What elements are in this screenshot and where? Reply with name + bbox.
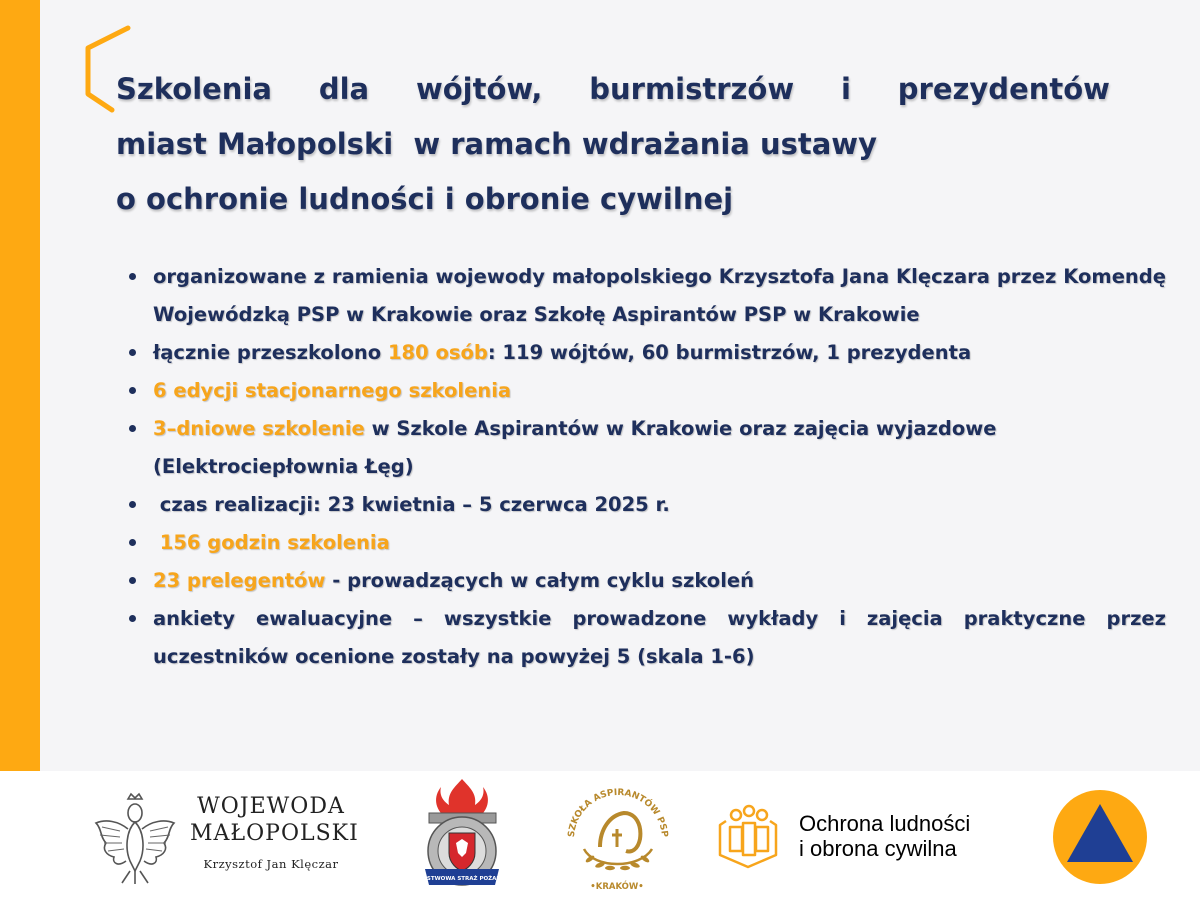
bullet-list bbox=[153, 258, 1166, 676]
ol-line-1: Ochrona ludności bbox=[799, 811, 971, 836]
white-eagle-emblem-icon bbox=[90, 791, 180, 886]
civil-protection-logo-text bbox=[799, 811, 970, 861]
page-title bbox=[116, 62, 1116, 227]
psp-emblem-icon bbox=[405, 773, 520, 897]
title-line-1: Szkolenia dla wójtów, burmistrzów i prezydentów bbox=[116, 72, 1110, 106]
list-item: łącznie przeszkolono 180 osób: 119 wójtów, 60 burmistrzów, 1 prezydenta bbox=[153, 334, 1166, 372]
ol-line-2: i obrona cywilna bbox=[799, 836, 957, 861]
title-line-2: miast Małopolski w ramach wdrażania ustawy bbox=[116, 127, 877, 161]
title-line-3: o ochronie ludności i obronie cywilnej bbox=[116, 182, 734, 216]
list-item: 23 prelegentów - prowadzących w całym cyklu szkoleń bbox=[153, 562, 1166, 600]
wojewoda-name: Krzysztof Jan Klęczar bbox=[203, 857, 339, 871]
list-item: czas realizacji: 23 kwietnia – 5 czerwca 2025 r. bbox=[153, 486, 1166, 524]
accent-side-bar bbox=[0, 0, 40, 771]
list-item: 156 godzin szkolenia bbox=[153, 524, 1166, 562]
civil-protection-people-icon bbox=[716, 801, 782, 869]
sa-city-text: •KRAKÓW• bbox=[590, 882, 644, 892]
wojewoda-logo-text bbox=[190, 793, 359, 871]
list-item: 6 edycji stacjonarnego szkolenia bbox=[153, 372, 1166, 410]
psp-emblem-text: PAŃSTWOWA STRAŻ POŻARNA bbox=[414, 876, 510, 882]
wojewoda-line-2: MAŁOPOLSKI bbox=[190, 821, 359, 846]
list-item: ankiety ewaluacyjne – wszystkie prowadzone wykłady i zajęcia praktyczne przez uczestników ocenione zostały na powyżej 5 (skala 1-6) bbox=[153, 600, 1166, 676]
sa-arc-text: SZKOŁA ASPIRANTÓW PSP bbox=[566, 787, 670, 838]
wojewoda-line-1: WOJEWODA bbox=[197, 794, 345, 819]
footer-logos bbox=[0, 771, 1200, 900]
civil-defence-triangle-icon bbox=[1053, 790, 1147, 884]
fire-school-emblem-icon bbox=[560, 777, 675, 897]
list-item: 3–dniowe szkolenie w Szkole Aspirantów w Krakowie oraz zajęcia wyjazdowe (Elektrociepłownia Łęg) bbox=[153, 410, 1166, 486]
list-item: organizowane z ramienia wojewody małopolskiego Krzysztofa Jana Klęczara przez Komendę Wojewódzką PSP w Krakowie oraz Szkołę Aspirantów PSP w Krakowie bbox=[153, 258, 1166, 334]
